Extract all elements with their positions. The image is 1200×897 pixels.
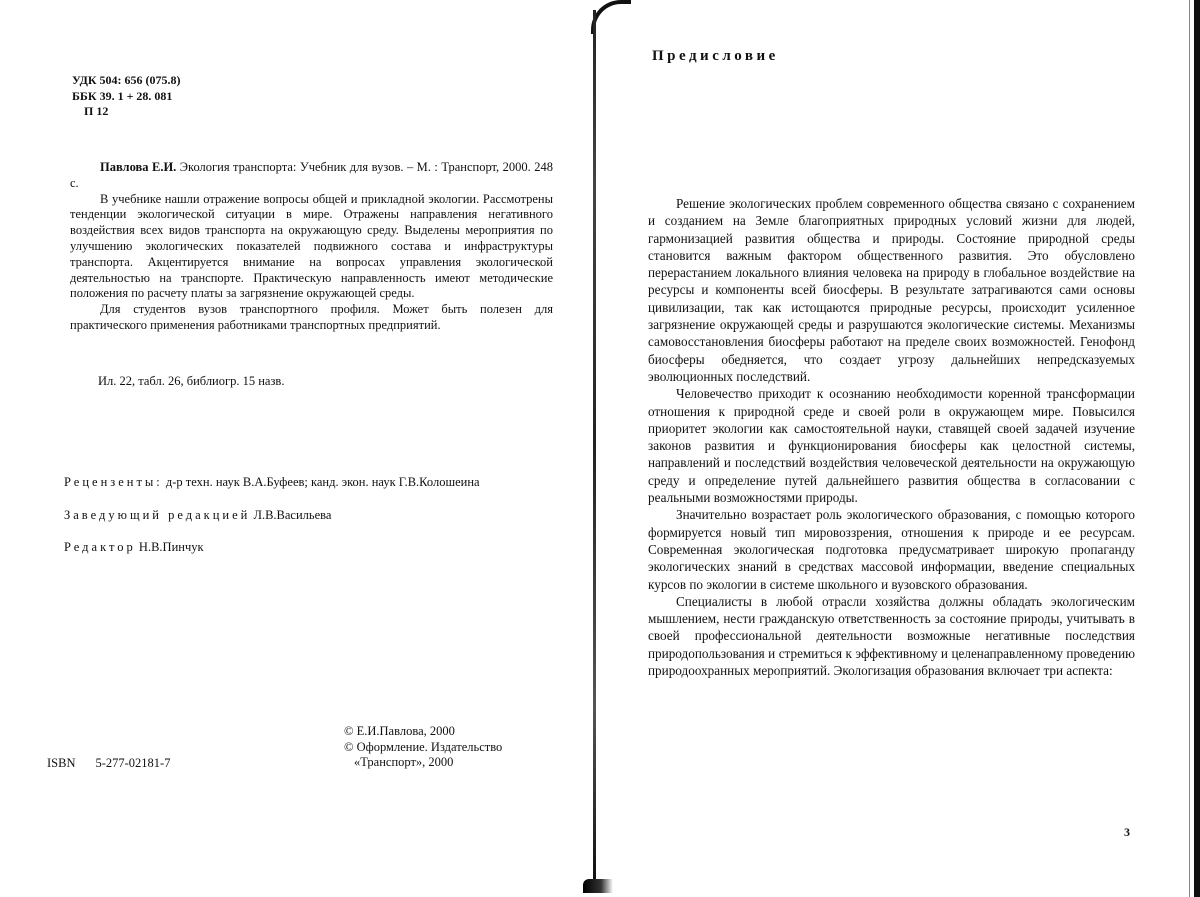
abstract-paragraph-1: В учебнике нашли отражение вопросы общей и прикладной экологии. Рассмотрены тенденции экологической ситуации в мире. Отражены направления негативного воздействия всех видов транспорта на окружающую среду. Выделены мероприятия по улучшению экологических показателей подвижного состава и инфраструктуры транспорта. Акцентируется внимание на вопросах управления экологической деятельностью на транспорте. Практическую направленность имеют методические положения по расчету платы за загрязнение окружающей среды.	[70, 191, 553, 301]
editor-value: Н.В.Пинчук	[135, 540, 204, 554]
preface-text	[648, 195, 1135, 679]
head-editor-value: Л.В.Васильева	[250, 508, 332, 522]
preface-paragraph-2: Человечество приходит к осознанию необходимости коренной трансформации отношения к природной среде и своей роли в окружающем мире. Повысился приоритет экологии как самостоятельной науки, ставящей своей задачей изучение законов развития и функционирования биосферы как целостной системы, направлений и последствий воздействия человеческой деятельности на окружающую среду и определение путей дальнейшего развития общества в согласовании с реальными возможностями природы.	[648, 386, 1135, 506]
copyright-publisher: «Транспорт», 2000	[354, 755, 454, 769]
citation-line	[70, 160, 553, 192]
page-number: 3	[1124, 825, 1130, 839]
page-title: Предисловие	[652, 48, 779, 64]
isbn	[47, 756, 190, 771]
copyright-block	[344, 724, 502, 771]
illustrations-info: Ил. 22, табл. 26, библиогр. 15 назв.	[98, 374, 285, 388]
head-editor-label: Заведующий редакцией	[64, 508, 251, 522]
udk-code: УДК 504: 656 (075.8)	[72, 73, 181, 87]
editor-line	[64, 540, 204, 555]
author-name: Павлова Е.И.	[100, 160, 177, 174]
copyright-author: © Е.И.Павлова, 2000	[344, 724, 455, 738]
copyright-design: © Оформление. Издательство	[344, 739, 503, 754]
reviewers-line	[64, 475, 480, 490]
preface-paragraph-4: Специалисты в любой отрасли хозяйства должны обладать экологическим мышлением, нести гражданскую ответственность за состояние природы, учитывать в своей профессиональной деятельности возможные негативные последствия природопользования и стремиться к эффективному и целенаправленному проведению природоохранных мероприятий. Экологизация образования включает три аспекта:	[648, 593, 1135, 679]
page-edge-line	[1189, 0, 1190, 897]
editor-label: Редактор	[64, 540, 136, 554]
scan-edge	[1194, 0, 1200, 897]
bibliographic-abstract	[70, 160, 553, 334]
isbn-value: 5-277-02181-7	[95, 756, 171, 770]
isbn-label: ISBN	[47, 756, 76, 770]
preface-paragraph-3: Значительно возрастает роль экологического образования, с помощью которого формируется новый тип мировоззрения, отношения к природе и ее ресурсам. Современная экологическая подготовка предусматривает широкую пропаганду экологических знаний в средствах массовой информации, введение специальных курсов по экологии в системе школьного и вузовского образования.	[648, 507, 1135, 592]
author-mark: П 12	[84, 104, 109, 118]
preface-paragraph-1: Решение экологических проблем современного общества связано с сохранением и созданием на Земле благоприятных природных условий жизни для людей, гармонизацией развития общества и природы. Состояние природной среды становится важным фактором общественного развития. Это обусловлено перерастанием локального влияния человека на природу в глобальное воздействие на ресурсы и компоненты всей биосферы. В результате затрагиваются сами основы цивилизации, так как истощаются природные ресурсы, происходит усиленное загрязнение окружающей среды и разрушаются экологические системы. Механизмы самовосстановления биосферы работают на пределе своих возможностей. Генофонд биосферы обедняется, что создает угрозу дальнейших непредсказуемых эволюционных последствий.	[648, 196, 1135, 384]
head-editor-line	[64, 508, 331, 523]
bbk-code: ББК 39. 1 + 28. 081	[72, 88, 173, 103]
reviewers-value: д-р техн. наук В.А.Буфеев; канд. экон. наук Г.В.Колошеина	[162, 475, 480, 489]
citation-text: Экология транспорта: Учебник для вузов. – М. : Транспорт, 2000. 248 с.	[70, 160, 553, 190]
left-page	[0, 0, 590, 897]
classification-codes	[72, 73, 181, 120]
abstract-paragraph-2: Для студентов вузов транспортного профиля. Может быть полезен для практического применения работниками транспортных предприятий.	[70, 302, 553, 332]
spine-shadow	[593, 10, 596, 880]
reviewers-label: Рецензенты:	[64, 475, 163, 489]
